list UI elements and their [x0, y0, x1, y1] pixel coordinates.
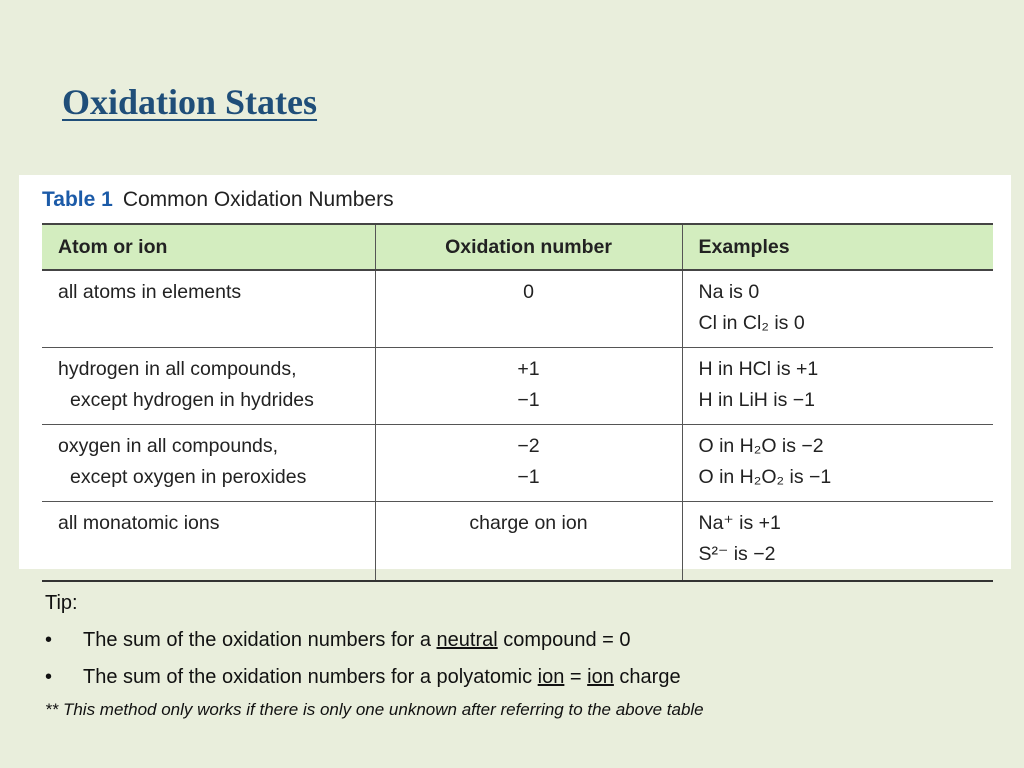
tip-bullet-neutral [45, 625, 1005, 655]
cell-oxidation [375, 502, 682, 582]
bullet-icon: • [45, 666, 53, 688]
cell-text: −2 [517, 435, 540, 457]
cell-examples [682, 502, 993, 582]
tip-bullet-polyatomic [45, 662, 1005, 692]
cell-text: H in LiH is −1 [698, 389, 816, 411]
cell-oxidation [375, 348, 682, 425]
cell-text: −1 [517, 389, 540, 411]
tip-text: The sum of the oxidation numbers for a [83, 629, 437, 651]
tip-emphasis: ion [587, 666, 614, 688]
table-row [42, 425, 993, 502]
cell-text: H in HCl is +1 [698, 358, 819, 380]
cell-text: +1 [517, 358, 540, 380]
tip-emphasis: ion [537, 666, 565, 688]
table-number: Table 1 [42, 188, 113, 211]
cell-examples [682, 348, 993, 425]
table-row [42, 348, 993, 425]
header-oxidation-number: Oxidation number [375, 224, 682, 270]
cell-text: S²⁻ is −2 [698, 543, 776, 565]
header-examples: Examples [682, 224, 993, 270]
cell-examples [682, 270, 993, 348]
cell-oxidation [375, 270, 682, 348]
table-row [42, 270, 993, 348]
tips-section [45, 588, 1005, 723]
tip-text: charge [613, 666, 681, 688]
tip-text: = [564, 666, 588, 688]
cell-atom [42, 425, 375, 502]
cell-text: O in H₂O₂ is −1 [698, 466, 832, 488]
tip-text: The sum of the oxidation numbers for a polyatomic [83, 666, 538, 688]
table-caption-text: Common Oxidation Numbers [122, 188, 394, 211]
table-caption [42, 187, 394, 213]
cell-text: O in H₂O is −2 [698, 435, 824, 457]
cell-text: hydrogen in all compounds, [58, 358, 297, 380]
cell-text: −1 [517, 466, 540, 488]
tip-emphasis: neutral [436, 629, 498, 651]
cell-text: oxygen in all compounds, [58, 435, 279, 457]
cell-text: all monatomic ions [58, 512, 220, 534]
cell-text: all atoms in elements [58, 281, 242, 303]
cell-text: charge on ion [469, 512, 588, 534]
cell-text: Na is 0 [698, 281, 760, 303]
table-row [42, 502, 993, 582]
cell-text: 0 [523, 281, 534, 303]
tip-text: compound = 0 [497, 629, 631, 651]
tip-label: Tip: [45, 592, 78, 614]
cell-atom [42, 348, 375, 425]
cell-text: except hydrogen in hydrides [70, 389, 314, 411]
cell-oxidation [375, 425, 682, 502]
bullet-icon: • [45, 629, 53, 651]
cell-text: Na⁺ is +1 [698, 512, 781, 534]
cell-text: Cl in Cl₂ is 0 [698, 312, 805, 334]
cell-examples [682, 425, 993, 502]
table-header-row [42, 224, 993, 270]
slide-title: Oxidation States [62, 82, 318, 122]
cell-atom [42, 502, 375, 582]
cell-atom [42, 270, 375, 348]
cell-text: except oxygen in peroxides [70, 466, 307, 488]
header-atom-or-ion: Atom or ion [42, 224, 375, 270]
oxidation-numbers-table [42, 223, 993, 582]
method-note: ** This method only works if there is only one unknown after referring to the above table [45, 700, 704, 719]
oxidation-table-panel [19, 175, 1011, 569]
